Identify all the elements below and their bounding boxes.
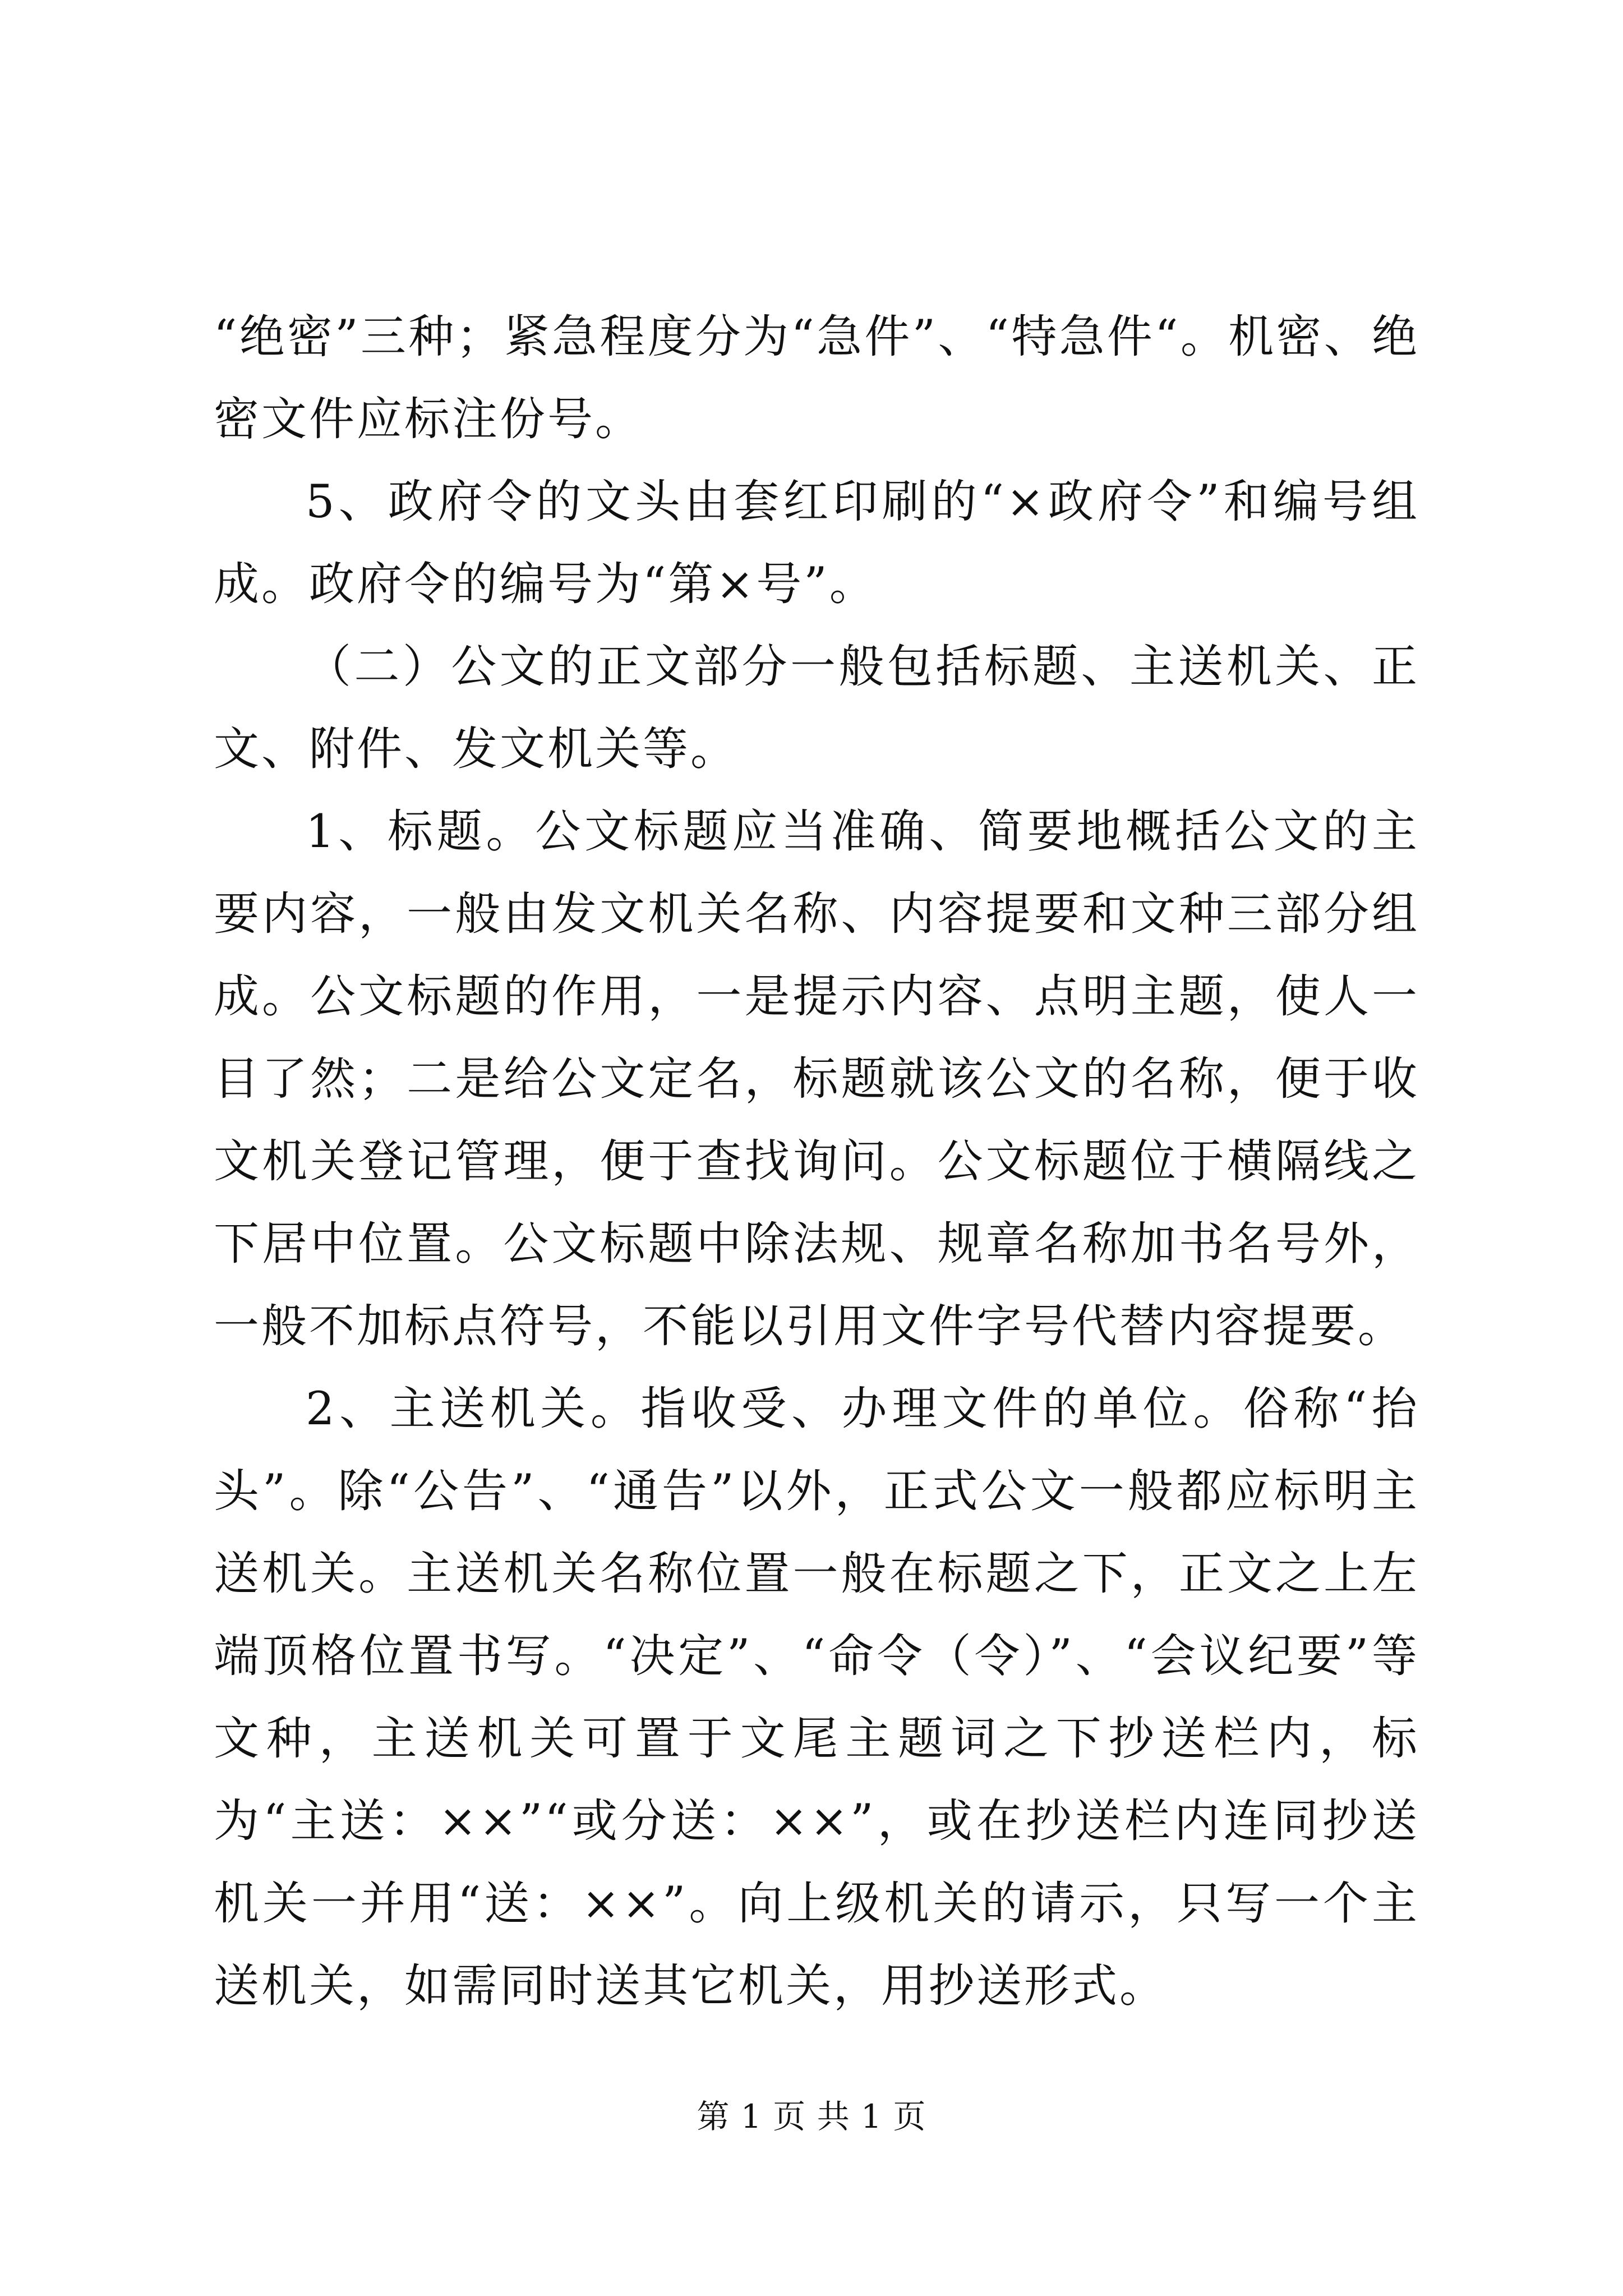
paragraph-2: 5、政府令的文头由套红印刷的“×政府令”和编号组成。政府令的编号为“第×号”。 bbox=[214, 476, 1419, 611]
paragraph-4: 1、标题。公文标题应当准确、简要地概括公文的主要内容，一般由发文机关名称、内容提要和文种三部分组成。公文标题的作用，一是提示内容、点明主题，使人一目了然；二是给公文定名，标题就该公文的名称，便于收文机关登记管理，便于查找询问。公文标题位于横隔线之下居中位置。公文标题中除法规、规章名称加书名号外，一般不加标点符号，不能以引用文件字号代替内容提要。 bbox=[214, 806, 1419, 1353]
page-footer: 第 1 页 共 1 页 bbox=[697, 2097, 926, 2136]
paragraph-3: （二）公文的正文部分一般包括标题、主送机关、正文、附件、发文机关等。 bbox=[214, 641, 1419, 776]
paragraph-1: “绝密”三种；紧急程度分为“急件”、“特急件“。机密、绝密文件应标注份号。 bbox=[214, 311, 1419, 446]
paragraph-5: 2、主送机关。指收受、办理文件的单位。俗称“抬头”。除“公告”、“通告”以外，正式公文一般都应标明主送机关。主送机关名称位置一般在标题之下，正文之上左端顶格位置书写。“决定”、“命令（令）”、“会议纪要”等文种，主送机关可置于文尾主题词之下抄送栏内，标为“主送：××”“或分送：××”，或在抄送栏内连同抄送机关一并用“送：××”。向上级机关的请示，只写一个主送机关，如需同时送其它机关，用抄送形式。 bbox=[214, 1383, 1419, 2013]
document-body bbox=[214, 296, 1419, 2028]
